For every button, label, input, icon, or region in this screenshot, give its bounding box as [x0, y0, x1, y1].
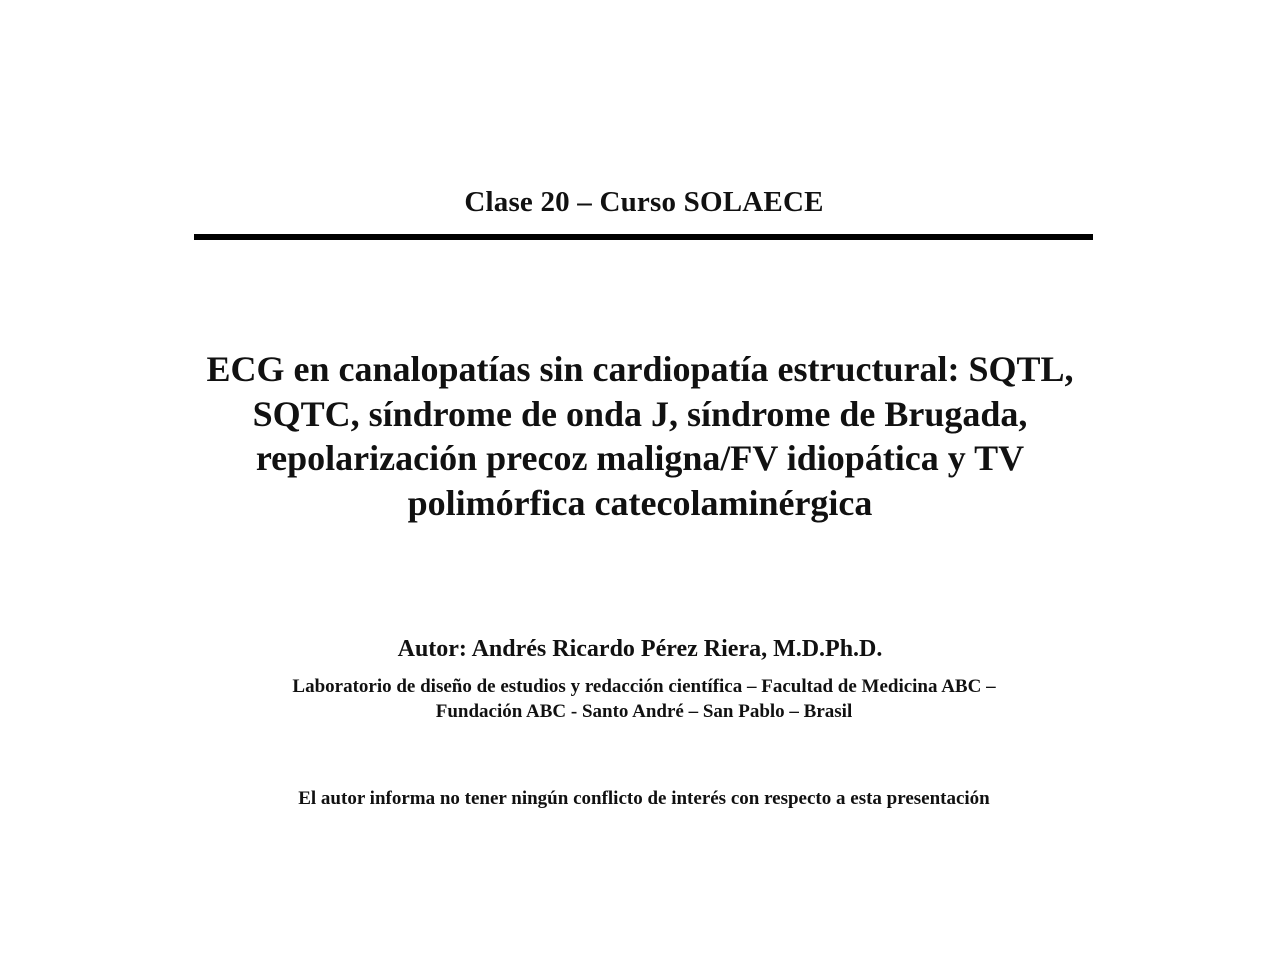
title-line: SQTC, síndrome de onda J, síndrome de Brugada,	[252, 393, 1028, 434]
presentation-title	[140, 347, 1140, 525]
title-line: polimórfica catecolaminérgica	[407, 482, 873, 523]
header-divider	[194, 234, 1093, 240]
affiliation-line: Laboratorio de diseño de estudios y redacción científica – Facultad de Medicina ABC –	[292, 676, 996, 697]
course-header: Clase 20 – Curso SOLAECE	[464, 186, 824, 218]
title-line: repolarización precoz maligna/FV idiopática y TV	[255, 438, 1025, 478]
title-line: ECG en canalopatías sin cardiopatía estructural: SQTL,	[206, 349, 1074, 389]
author-affiliation	[0, 674, 1280, 724]
affiliation-line: Fundación ABC - Santo André – San Pablo – Brasil	[435, 701, 853, 722]
author-line: Autor: Andrés Ricardo Pérez Riera, M.D.Ph.D.	[397, 636, 883, 662]
conflict-of-interest-disclosure: El autor informa no tener ningún conflicto de interés con respecto a esta presentación	[298, 788, 990, 809]
